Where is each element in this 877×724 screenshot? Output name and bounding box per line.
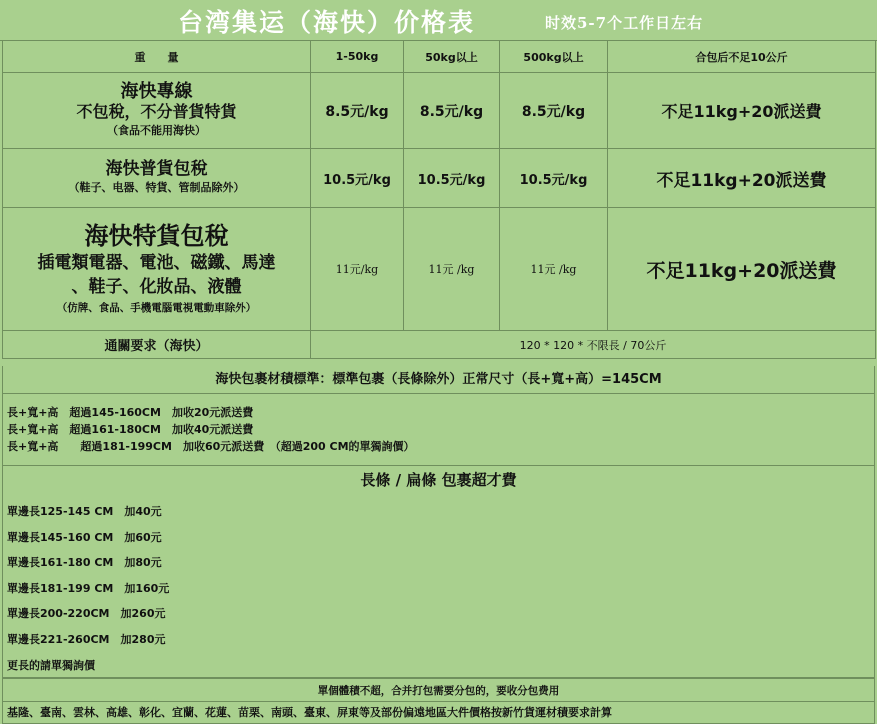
list-item: 單邊長221-260CM 加280元	[7, 632, 166, 646]
list-item: 長+寬+高 超過145-160CM 加收20元派送費	[7, 406, 254, 419]
price-cell: 10.5元/kg	[500, 149, 608, 208]
delivery-fee-cell: 不足11kg+20派送費	[608, 208, 876, 331]
price-cell: 11元 /kg	[404, 208, 500, 331]
standard-size-note: 海快包裹材積標準：標準包裹（長條除外）正常尺寸（長+寬+高）=145CM	[2, 366, 875, 394]
list-item: 單邊長145-160 CM 加60元	[7, 530, 162, 544]
price-cell: 8.5元/kg	[404, 73, 500, 149]
price-cell: 10.5元/kg	[311, 149, 404, 208]
service-cell	[3, 208, 311, 331]
service-cell	[3, 149, 311, 208]
price-cell: 11元 /kg	[500, 208, 608, 331]
list-item: 單邊長181-199 CM 加160元	[7, 581, 170, 595]
long-parcel-list	[2, 494, 875, 678]
service-name: 海快普貨包稅	[105, 159, 208, 179]
delivery-fee-cell: 不足11kg+20派送費	[608, 73, 876, 149]
list-item: 單邊長200-220CM 加260元	[7, 607, 166, 621]
delivery-fee-cell: 不足11kg+20派送費	[608, 149, 876, 208]
price-cell: 8.5元/kg	[311, 73, 404, 149]
list-item: 長+寬+高 超過161-180CM 加收40元派送費	[7, 423, 254, 436]
service-note: （仿牌、食品、手機電腦電視電動車除外）	[56, 302, 257, 314]
split-package-notice: 單個體積不超，合并打包需要分包的，要收分包费用	[2, 678, 875, 702]
service-desc: 插電類電器、電池、磁鐵、馬達	[37, 253, 276, 273]
rate-table	[2, 40, 876, 359]
page-title: 台湾集运（海快）价格表	[178, 8, 476, 37]
requirement-row	[3, 331, 876, 359]
header-500kg-plus: 500kg以上	[500, 41, 608, 73]
service-note: （食品不能用海快）	[107, 124, 206, 137]
table-row	[3, 73, 876, 149]
delivery-time-note: 时效5-7个工作日左右	[545, 14, 704, 32]
price-cell: 10.5元/kg	[404, 149, 500, 208]
title-bar	[0, 0, 877, 41]
header-weight: 重 量	[3, 41, 311, 73]
table-header-row	[3, 41, 876, 73]
requirement-label: 通關要求（海快）	[3, 331, 311, 359]
list-item: 單邊長125-145 CM 加40元	[7, 505, 162, 518]
service-cell	[3, 73, 311, 149]
long-parcel-heading: 長條 / 扁條 包裹超才費	[2, 466, 875, 494]
price-cell: 11元/kg	[311, 208, 404, 331]
header-1-50kg: 1-50kg	[311, 41, 404, 73]
price-cell: 8.5元/kg	[500, 73, 608, 149]
list-item: 長+寬+高 超過181-199CM 加收60元派送費 （超過200 CM的單獨詢價）	[7, 440, 415, 453]
list-item: 更長的請單獨詢價	[7, 658, 95, 672]
header-under-10kg: 合包后不足10公斤	[608, 41, 876, 73]
service-name: 海快特貨包稅	[84, 222, 229, 250]
list-item: 單邊長161-180 CM 加80元	[7, 556, 162, 570]
table-row	[3, 149, 876, 208]
remote-area-note: 基隆、臺南、雲林、高雄、彰化、宜蘭、花蓮、苗栗、南頭、臺東、屏東等及部份偏遠地區大件價格按新竹貨運材積要求計算	[2, 702, 875, 724]
service-note: （鞋子、电器、特貨、管制品除外）	[68, 181, 245, 194]
header-50kg-plus: 50kg以上	[404, 41, 500, 73]
service-desc: 不包稅，不分普貨特貨	[76, 102, 237, 121]
service-name: 海快專線	[120, 81, 193, 102]
service-desc: 、鞋子、化妝品、液體	[71, 277, 242, 297]
requirement-value: 120 * 120 * 不限長 / 70公斤	[311, 331, 876, 359]
table-row	[3, 208, 876, 331]
oversize-fee-list	[2, 394, 875, 466]
